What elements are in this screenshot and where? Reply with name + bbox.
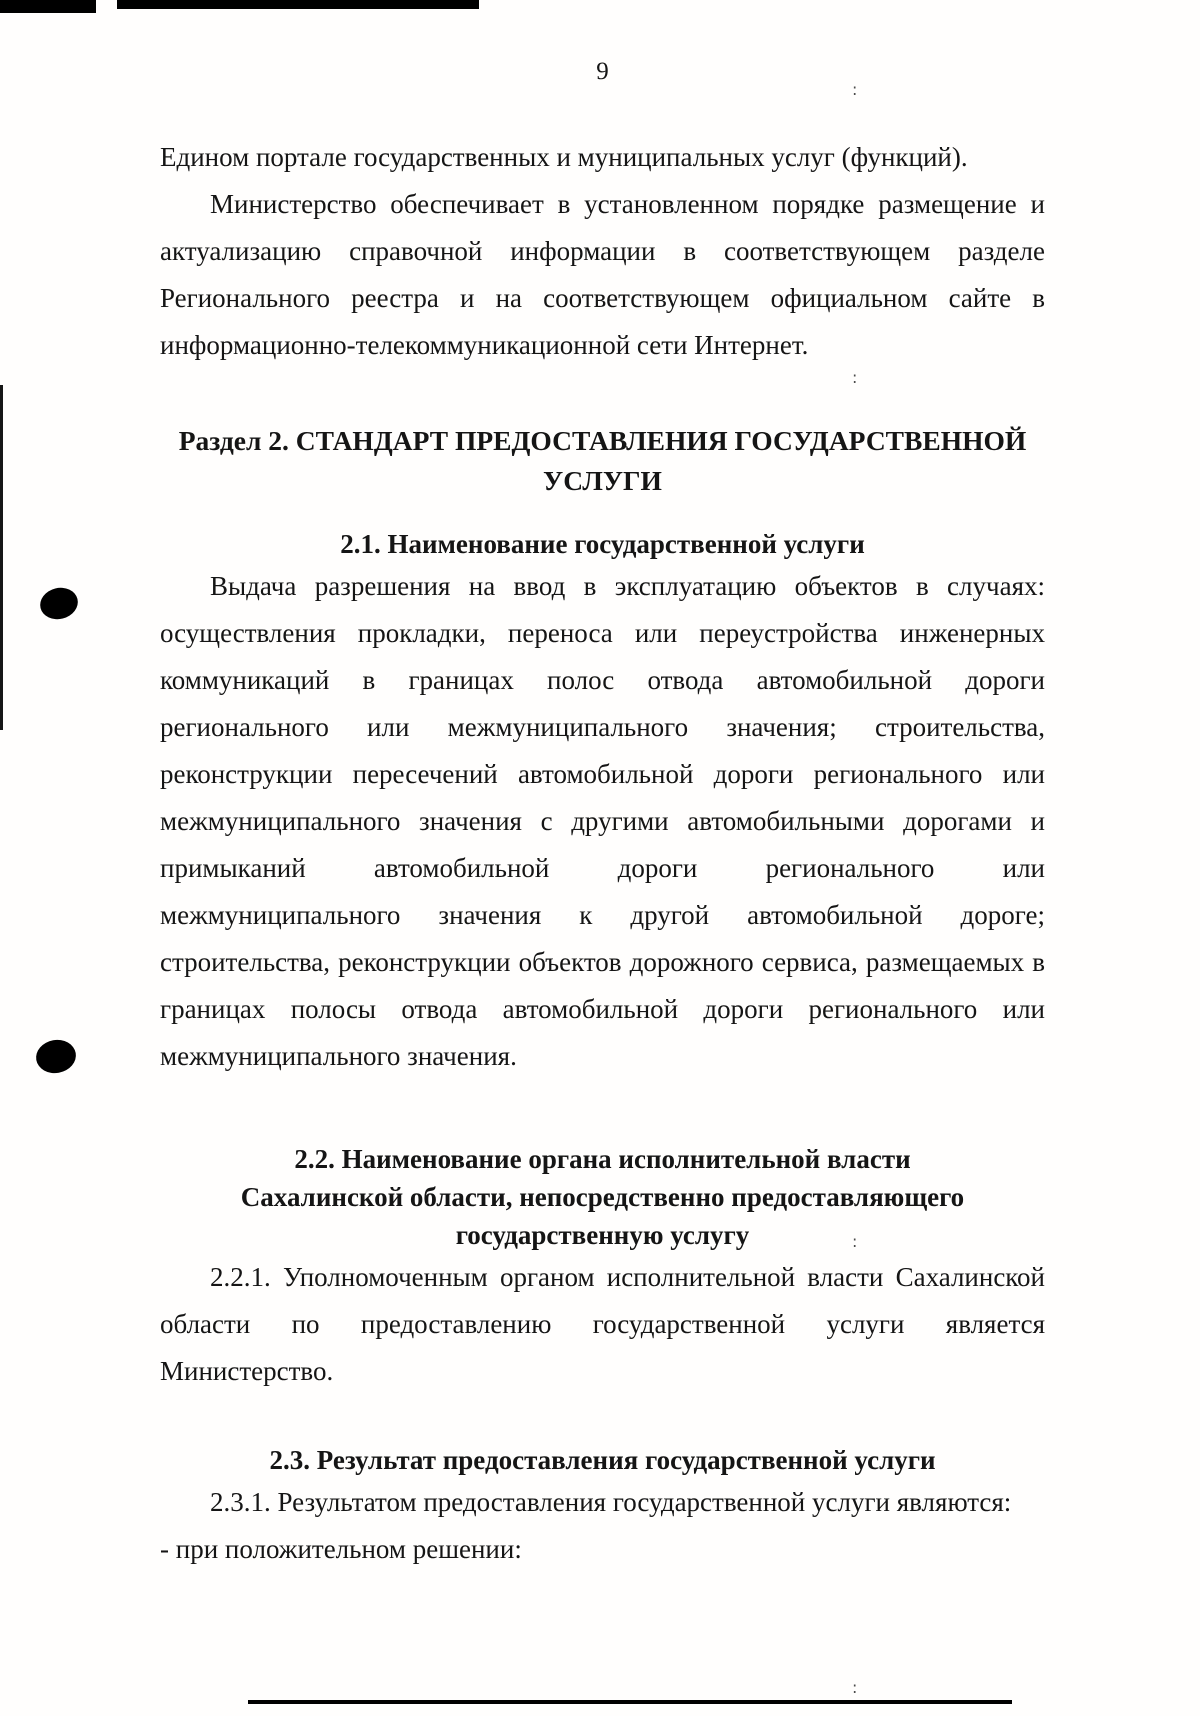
scan-noise-mark: : <box>852 1232 858 1251</box>
punch-hole-mark-bottom <box>33 1037 78 1076</box>
paragraph-continuation: Едином портале государственных и муниципальных услуг (функций). <box>160 142 968 172</box>
scan-noise-mark: : <box>852 1678 858 1697</box>
heading-2-2: 2.2. Наименование органа исполнительной власти Сахалинской области, непосредственно предоставляющего государственную услугу <box>240 1144 965 1250</box>
heading-2-1: 2.1. Наименование государственной услуги <box>340 529 865 559</box>
scan-artifact-top-bar <box>117 0 479 9</box>
scan-noise-mark: : <box>852 368 858 387</box>
paragraph-2-1: Выдача разрешения на ввод в эксплуатацию объектов в случаях: осуществления прокладки, переноса или переустройства инженерных коммуникаций в границах полос отвода автомобильной дороги регионального или межмуниципального значения; строительства, реконструкции пересечений автомобильной дороги регионального или межмуниципального значения с другими автомобильными дорогами и примыканий автомобильной дороги регионального или межмуниципального значения к другой автомобильной дороге; строительства, реконструкции объектов дорожного сервиса, размещаемых в границах полосы отвода автомобильной дороги регионального или межмуниципального значения. <box>160 571 1045 1071</box>
paragraph-positive-decision: - при положительном решении: <box>160 1534 522 1564</box>
paragraph-2-3-1: 2.3.1. Результатом предоставления государственной услуги являются: <box>210 1487 1012 1517</box>
heading-2-3: 2.3. Результат предоставления государственной услуги <box>269 1445 936 1475</box>
section-2-title: Раздел 2. СТАНДАРТ ПРЕДОСТАВЛЕНИЯ ГОСУДАРСТВЕННОЙ УСЛУГИ <box>178 425 1027 496</box>
punch-hole-mark-top <box>37 584 81 623</box>
document-content <box>160 58 1045 1573</box>
scan-artifact-left-edge-line <box>0 385 3 730</box>
paragraph-2-2-1: 2.2.1. Уполномоченным органом исполнительной власти Сахалинской области по предоставлению государственной услуги является Министерство. <box>160 1262 1045 1386</box>
scan-artifact-bottom-line <box>248 1700 1012 1704</box>
scan-artifact-top-left-bar <box>0 0 96 13</box>
page-number: 9 <box>596 58 609 85</box>
paragraph-ministry-info: Министерство обеспечивает в установленном порядке размещение и актуализацию справочной информации в соответствующем разделе Регионального реестра и на соответствующем официальном сайте в информационно-телекоммуникационной сети Интернет. <box>160 189 1045 360</box>
scan-noise-mark: : <box>852 80 858 99</box>
